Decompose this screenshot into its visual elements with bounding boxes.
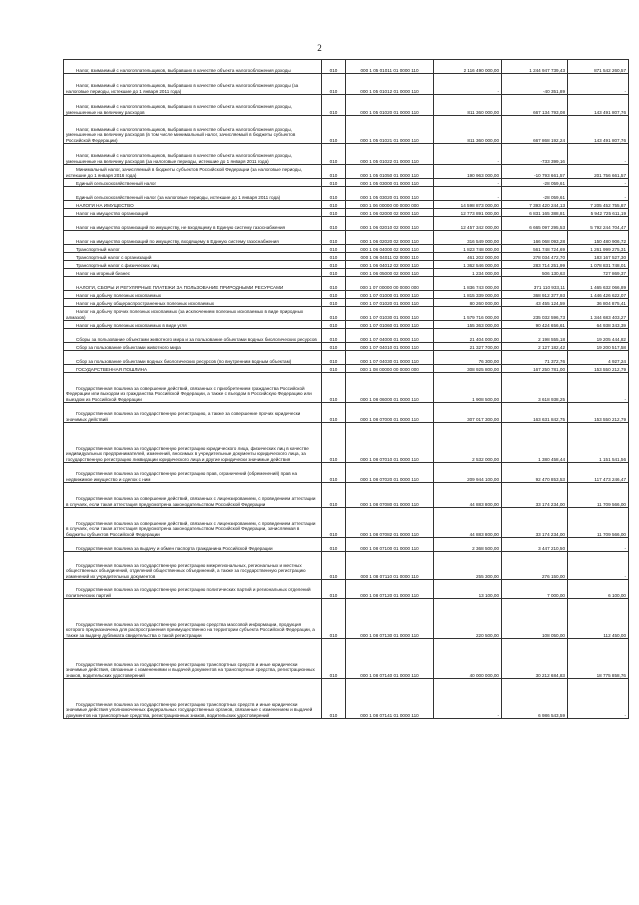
row-executed: 30 212 684,83 [502, 639, 568, 679]
row-executed: 7 000,00 [502, 580, 568, 599]
row-line-code: 010 [322, 187, 346, 201]
row-name: Государственная пошлина за государственную регистрацию прав, ограничений (обременений) прав на недвижимое имущество и сделок с ним [64, 463, 322, 483]
row-approved: 1 908 500,00 [434, 373, 502, 403]
row-unexecuted: - [568, 74, 629, 95]
row-budget-code: 000 1 05 01050 01 0000 110 [346, 165, 434, 179]
row-approved: - [434, 187, 502, 201]
row-executed: 166 068 093,28 [502, 231, 568, 245]
row-name: Государственная пошлина за совершение действий, связанных с лицензированием, с проведением аттестации в случаях, если такая аттестация предусмотрена законодательством Российской Федерации, зачисляемая в бюджеты субъектов Российской Федерации [64, 508, 322, 538]
row-line-code: 010 [322, 483, 346, 508]
row-budget-code: 000 1 06 02000 02 0000 110 [346, 209, 434, 217]
row-name: Налог, взимаемый с налогоплательщиков, выбравших в качестве объекта налогообложения доходы, уменьшенные на величину расходов (в том числе минимальный налог, зачисляемый в бюджеты субъектов Российской Федерации) [64, 116, 322, 144]
row-line-code: 010 [322, 253, 346, 261]
row-approved: 44 883 800,00 [434, 508, 502, 538]
row-unexecuted: - [568, 538, 629, 552]
row-name: Сборы за пользование объектами животного мира и за пользование объектами водных биологических ресурсов [64, 329, 322, 343]
table-row [64, 538, 629, 552]
row-unexecuted: 1 465 632 066,89 [568, 277, 629, 291]
row-executed: 561 748 724,69 [502, 245, 568, 253]
table-row [64, 552, 629, 580]
row-budget-code: 000 1 08 00000 00 0000 000 [346, 365, 434, 373]
row-executed: 667 134 793,08 [502, 95, 568, 116]
row-approved: 21 404 000,00 [434, 329, 502, 343]
table-row [64, 245, 629, 253]
table-row [64, 373, 629, 403]
row-approved: 12 773 891 000,00 [434, 209, 502, 217]
row-unexecuted: 5 792 244 704,47 [568, 217, 629, 231]
row-executed: 1 380 458,44 [502, 423, 568, 463]
row-executed: -733 399,16 [502, 144, 568, 165]
row-unexecuted: - [568, 187, 629, 201]
row-executed: -40 351,89 [502, 74, 568, 95]
row-approved: 21 327 700,00 [434, 343, 502, 351]
row-approved: - [434, 144, 502, 165]
row-name: Транспортный налог с организаций [64, 253, 322, 261]
table-row [64, 463, 629, 483]
row-line-code: 010 [322, 209, 346, 217]
row-budget-code: 000 1 05 01022 01 0000 110 [346, 144, 434, 165]
table-row [64, 209, 629, 217]
row-budget-code: 000 1 05 03000 01 0000 110 [346, 179, 434, 187]
row-approved: 461 202 000,00 [434, 253, 502, 261]
row-approved: 12 457 342 000,00 [434, 217, 502, 231]
row-unexecuted: 112 450,00 [568, 599, 629, 639]
row-name: НАЛОГИ НА ИМУЩЕСТВО [64, 201, 322, 209]
row-budget-code: 000 1 07 01020 01 0000 110 [346, 299, 434, 307]
row-executed: 71 372,76 [502, 351, 568, 365]
row-budget-code: 000 1 08 07110 01 0000 110 [346, 552, 434, 580]
row-approved: - [434, 179, 502, 187]
row-approved: 255 300,00 [434, 552, 502, 580]
row-unexecuted: 201 756 661,57 [568, 165, 629, 179]
row-approved: 2 368 500,00 [434, 538, 502, 552]
row-name: Налог на добычу прочих полезных ископаемых (за исключением полезных ископаемых в виде природных алмазов) [64, 307, 322, 321]
table-row [64, 60, 629, 74]
row-executed: 33 174 234,00 [502, 483, 568, 508]
row-name: Налог, взимаемый с налогоплательщиков, выбравших в качестве объекта налогообложения доходы, уменьшенные на величину расходов [64, 95, 322, 116]
row-name: Налог, взимаемый с налогоплательщиков, выбравших в качестве объекта налогообложения доходы (за налоговые периоды, истекшие до 1 января 2011 года) [64, 74, 322, 95]
row-approved: 1 362 546 000,00 [434, 261, 502, 269]
row-unexecuted: 19 200 517,58 [568, 343, 629, 351]
row-executed: 167 250 781,00 [502, 365, 568, 373]
row-name: Государственная пошлина за государственную регистрацию средства массовой информации, продукция которого предназначена для распространения преимущественно на территории субъекта Российской Федерации, а также за выдачу дубликата свидетельства о такой регистрации [64, 599, 322, 639]
row-unexecuted: 6 100,00 [568, 580, 629, 599]
row-unexecuted: - [568, 144, 629, 165]
row-line-code: 010 [322, 277, 346, 291]
row-name: Государственная пошлина за государственную регистрацию политических партий и региональных отделений политических партий [64, 580, 322, 599]
table-row [64, 116, 629, 144]
table-row [64, 277, 629, 291]
row-executed: 667 868 192,24 [502, 116, 568, 144]
row-executed: 108 050,00 [502, 599, 568, 639]
row-line-code: 010 [322, 245, 346, 253]
row-budget-code: 000 1 08 07080 01 0000 110 [346, 483, 434, 508]
revenue-table [63, 59, 629, 719]
row-approved: 76 300,00 [434, 351, 502, 365]
table-row [64, 639, 629, 679]
table-row [64, 261, 629, 269]
row-executed: 43 455 124,59 [502, 299, 568, 307]
row-budget-code: 000 1 06 02010 02 0000 110 [346, 217, 434, 231]
row-name: Налог на добычу полезных ископаемых [64, 291, 322, 299]
row-unexecuted: 1 151 541,56 [568, 423, 629, 463]
row-line-code: 010 [322, 508, 346, 538]
row-executed: 368 912 377,93 [502, 291, 568, 299]
row-line-code: 010 [322, 179, 346, 187]
row-approved: 811 360 000,00 [434, 116, 502, 144]
row-name: Налог на добычу полезных ископаемых в виде угля [64, 321, 322, 329]
row-line-code: 010 [322, 463, 346, 483]
row-name: Транспортный налог [64, 245, 322, 253]
row-executed: 163 631 842,75 [502, 403, 568, 423]
row-line-code: 010 [322, 599, 346, 639]
row-approved: 2 116 490 000,00 [434, 60, 502, 74]
row-name: Транспортный налог с физических лиц [64, 261, 322, 269]
table-row [64, 231, 629, 245]
row-unexecuted: 5 942 725 611,19 [568, 209, 629, 217]
row-budget-code: 000 1 06 00000 00 0000 000 [346, 201, 434, 209]
row-name: Государственная пошлина за государственную регистрацию транспортных средств и иные юридически значимые действия, связанные с изменениями и выдачей документов на транспортные средства, регистрационных знаков, водительских удостоверений [64, 639, 322, 679]
row-name: Налог на добычу общераспространенных полезных ископаемых [64, 299, 322, 307]
row-name: Сбор за пользование объектами животного мира [64, 343, 322, 351]
table-row [64, 508, 629, 538]
table-row [64, 329, 629, 343]
row-approved: 80 260 000,00 [434, 299, 502, 307]
table-row [64, 269, 629, 277]
row-budget-code: 000 1 08 07010 01 0000 110 [346, 423, 434, 463]
table-row [64, 483, 629, 508]
row-approved: 1 836 743 000,00 [434, 277, 502, 291]
row-approved: 1 234 000,00 [434, 269, 502, 277]
row-budget-code: 000 1 07 04000 01 0000 110 [346, 329, 434, 343]
row-line-code: 010 [322, 95, 346, 116]
row-executed: 1 244 947 739,43 [502, 60, 568, 74]
row-unexecuted: 150 480 906,72 [568, 231, 629, 245]
row-unexecuted: 1 261 999 275,31 [568, 245, 629, 253]
row-approved: 209 944 100,00 [434, 463, 502, 483]
row-approved: 308 925 800,00 [434, 365, 502, 373]
row-line-code: 010 [322, 74, 346, 95]
row-approved: 811 360 000,00 [434, 95, 502, 116]
row-budget-code: 000 1 08 07120 01 0000 110 [346, 580, 434, 599]
row-budget-code: 000 1 07 01060 01 0000 110 [346, 321, 434, 329]
row-line-code: 010 [322, 165, 346, 179]
row-unexecuted: 143 491 807,76 [568, 95, 629, 116]
row-unexecuted: 1 344 683 403,27 [568, 307, 629, 321]
row-name: Налог на имущество организаций по имуществу, входящему в Единую систему газоснабжения [64, 231, 322, 245]
row-approved: 13 100,00 [434, 580, 502, 599]
row-executed: 371 110 933,11 [502, 277, 568, 291]
row-line-code: 010 [322, 231, 346, 245]
table-row [64, 95, 629, 116]
row-line-code: 010 [322, 291, 346, 299]
row-unexecuted: 4 927,24 [568, 351, 629, 365]
table-row [64, 299, 629, 307]
row-executed: 235 032 596,73 [502, 307, 568, 321]
table-body [64, 60, 629, 719]
table-row [64, 580, 629, 599]
row-line-code: 010 [322, 552, 346, 580]
row-name: Минимальный налог, зачисляемый в бюджеты субъектов Российской Федерации (за налоговые периоды, истекшие до 1 января 2016 года) [64, 165, 322, 179]
table-row [64, 74, 629, 95]
row-executed: -10 793 661,57 [502, 165, 568, 179]
row-approved: - [434, 74, 502, 95]
row-unexecuted: 153 550 212,79 [568, 365, 629, 373]
row-budget-code: 000 1 05 01012 01 0000 110 [346, 74, 434, 95]
row-line-code: 010 [322, 639, 346, 679]
row-name: Государственная пошлина за выдачу и обмен паспорта гражданина Российской Федерации [64, 538, 322, 552]
table-row [64, 321, 629, 329]
row-name: Государственная пошлина за государственную регистрацию юридического лица, физических лиц в качестве индивидуальных предпринимателей, изменений, вносимых в учредительные документы юридического лица, за государственную регистрацию ликвидации юридического лица и другие юридически значимые действия [64, 423, 322, 463]
row-line-code: 010 [322, 365, 346, 373]
table-row [64, 253, 629, 261]
row-name: Налог, взимаемый с налогоплательщиков, выбравших в качестве объекта налогообложения доходы [64, 60, 322, 74]
row-budget-code: 000 1 08 07020 01 0000 110 [346, 463, 434, 483]
row-unexecuted: 1 078 831 748,01 [568, 261, 629, 269]
row-budget-code: 000 1 05 01021 01 0000 110 [346, 116, 434, 144]
row-approved: 2 532 000,00 [434, 423, 502, 463]
row-budget-code: 000 1 07 01000 01 0000 110 [346, 291, 434, 299]
row-budget-code: 000 1 06 04011 02 0000 110 [346, 253, 434, 261]
row-executed: -28 059,61 [502, 187, 568, 201]
row-budget-code: 000 1 07 00000 00 0000 000 [346, 277, 434, 291]
row-approved: 14 598 873 000,00 [434, 201, 502, 209]
table-row [64, 179, 629, 187]
row-executed: 90 424 656,61 [502, 321, 568, 329]
row-executed: 33 174 234,00 [502, 508, 568, 538]
row-name: Налог на игорный бизнес [64, 269, 322, 277]
row-budget-code: 000 1 05 01011 01 0000 110 [346, 60, 434, 74]
row-unexecuted: - [568, 552, 629, 580]
row-name: Государственная пошлина за государственную регистрацию транспортных средств и иные юридически значимые действия уполномоченных федеральных государственных органов, связанные с изменением и выдачей документов на транспортные средства, регистрационных знаков, водительских удостоверений [64, 679, 322, 719]
row-line-code: 010 [322, 351, 346, 365]
row-executed: 6 665 097 295,53 [502, 217, 568, 231]
table-row [64, 351, 629, 365]
row-unexecuted: 143 491 807,76 [568, 116, 629, 144]
row-unexecuted: 36 804 875,41 [568, 299, 629, 307]
row-line-code: 010 [322, 299, 346, 307]
row-executed: 276 150,00 [502, 552, 568, 580]
page-number: 2 [317, 43, 322, 53]
table-row [64, 679, 629, 719]
row-unexecuted: 18 775 858,76 [568, 639, 629, 679]
table-row [64, 307, 629, 321]
row-budget-code: 000 1 08 06000 01 0000 110 [346, 373, 434, 403]
row-line-code: 010 [322, 373, 346, 403]
row-line-code: 010 [322, 201, 346, 209]
row-unexecuted: 871 542 260,57 [568, 60, 629, 74]
row-name: Единый сельскохозяйственный налог (за налоговые периоды, истекшие до 1 января 2011 года) [64, 187, 322, 201]
row-budget-code: 000 1 08 07140 01 0000 110 [346, 639, 434, 679]
row-executed: 3 447 210,50 [502, 538, 568, 552]
row-executed: 6 986 543,59 [502, 679, 568, 719]
table-row [64, 217, 629, 231]
row-name: Сбор за пользование объектами водных биологических ресурсов (по внутренним водным объектам) [64, 351, 322, 365]
table-row [64, 423, 629, 463]
row-name: Единый сельскохозяйственный налог [64, 179, 322, 187]
row-name: Налог на имущество организаций [64, 209, 322, 217]
row-executed: 3 618 938,25 [502, 373, 568, 403]
table-row [64, 365, 629, 373]
row-unexecuted: 727 869,37 [568, 269, 629, 277]
row-unexecuted: 117 473 246,47 [568, 463, 629, 483]
row-line-code: 010 [322, 60, 346, 74]
table-row [64, 144, 629, 165]
row-budget-code: 000 1 07 04030 01 0000 110 [346, 351, 434, 365]
row-budget-code: 000 1 07 04010 01 0000 110 [346, 343, 434, 351]
row-approved: 307 017 300,00 [434, 403, 502, 423]
row-executed: 7 393 420 244,13 [502, 201, 568, 209]
row-unexecuted: - [568, 679, 629, 719]
row-unexecuted: 11 709 566,00 [568, 483, 629, 508]
row-line-code: 010 [322, 269, 346, 277]
row-budget-code: 000 1 05 01020 01 0000 110 [346, 95, 434, 116]
row-line-code: 010 [322, 679, 346, 719]
row-name: НАЛОГИ, СБОРЫ И РЕГУЛЯРНЫЕ ПЛАТЕЖИ ЗА ПОЛЬЗОВАНИЕ ПРИРОДНЫМИ РЕСУРСАМИ [64, 277, 322, 291]
row-unexecuted: 7 205 452 755,87 [568, 201, 629, 209]
row-budget-code: 000 1 08 07082 01 0000 110 [346, 508, 434, 538]
table-row [64, 343, 629, 351]
table-row [64, 165, 629, 179]
row-approved: 40 000 000,00 [434, 639, 502, 679]
row-approved: 316 549 000,00 [434, 231, 502, 245]
row-line-code: 010 [322, 321, 346, 329]
row-executed: 283 714 251,99 [502, 261, 568, 269]
row-line-code: 010 [322, 538, 346, 552]
row-budget-code: 000 1 06 02020 02 0000 110 [346, 231, 434, 245]
row-line-code: 010 [322, 329, 346, 343]
row-executed: 92 470 853,53 [502, 463, 568, 483]
row-line-code: 010 [322, 116, 346, 144]
row-budget-code: 000 1 07 01030 01 0000 110 [346, 307, 434, 321]
table-row [64, 403, 629, 423]
table-row [64, 291, 629, 299]
row-budget-code: 000 1 08 07130 01 0000 110 [346, 599, 434, 639]
row-budget-code: 000 1 08 07100 01 0000 110 [346, 538, 434, 552]
table-row [64, 599, 629, 639]
row-budget-code: 000 1 08 07000 01 0000 110 [346, 403, 434, 423]
row-unexecuted: 153 550 212,79 [568, 403, 629, 423]
row-budget-code: 000 1 06 04012 02 0000 110 [346, 261, 434, 269]
row-executed: 506 130,63 [502, 269, 568, 277]
row-approved: 1 815 339 000,00 [434, 291, 502, 299]
row-executed: 2 127 182,42 [502, 343, 568, 351]
row-unexecuted: 19 205 444,82 [568, 329, 629, 343]
row-name: ГОСУДАРСТВЕННАЯ ПОШЛИНА [64, 365, 322, 373]
row-name: Государственная пошлина за государственную регистрацию межрегиональных, региональных и местных общественных объединений, отделений общественных объединений, а также за государственную регистрацию изменений их учредительных документов [64, 552, 322, 580]
row-approved: 44 883 800,00 [434, 483, 502, 508]
row-approved: 1 823 748 000,00 [434, 245, 502, 253]
row-executed: 278 034 472,70 [502, 253, 568, 261]
row-unexecuted: 64 938 343,39 [568, 321, 629, 329]
row-budget-code: 000 1 08 07141 01 0000 110 [346, 679, 434, 719]
row-name: Государственная пошлина за совершение действий, связанных с приобретением гражданства Российской Федерации или выходом из гражданства Российской Федерации, а также с въездом в Российскую Федерацию или выездом из Российской Федерации [64, 373, 322, 403]
row-line-code: 010 [322, 217, 346, 231]
row-name: Налог, взимаемый с налогоплательщиков, выбравших в качестве объекта налогообложения доходы, уменьшенные на величину расходов (за налоговые периоды, истекшие до 1 января 2011 года) [64, 144, 322, 165]
row-name: Налог на имущество организаций по имуществу, не входящему в Единую систему газоснабжения [64, 217, 322, 231]
row-unexecuted: 1 446 426 622,07 [568, 291, 629, 299]
row-approved: 1 579 716 000,00 [434, 307, 502, 321]
row-executed: -28 059,61 [502, 179, 568, 187]
row-executed: 6 831 165 388,81 [502, 209, 568, 217]
row-budget-code: 000 1 05 03020 01 0000 110 [346, 187, 434, 201]
row-line-code: 010 [322, 144, 346, 165]
table-row [64, 187, 629, 201]
row-line-code: 010 [322, 423, 346, 463]
row-unexecuted: - [568, 373, 629, 403]
row-line-code: 010 [322, 343, 346, 351]
row-name: Государственная пошлина за совершение действий, связанных с лицензированием, с проведением аттестации в случаях, если такая аттестация предусмотрена законодательством Российской Федерации [64, 483, 322, 508]
row-line-code: 010 [322, 261, 346, 269]
row-line-code: 010 [322, 403, 346, 423]
row-executed: 2 198 555,18 [502, 329, 568, 343]
row-approved: - [434, 679, 502, 719]
table-row [64, 201, 629, 209]
row-unexecuted: 183 167 527,30 [568, 253, 629, 261]
row-line-code: 010 [322, 580, 346, 599]
row-approved: 155 363 000,00 [434, 321, 502, 329]
row-line-code: 010 [322, 307, 346, 321]
row-name: Государственная пошлина за государственную регистрацию, а также за совершение прочих юридически значимых действий [64, 403, 322, 423]
row-approved: 190 963 000,00 [434, 165, 502, 179]
row-unexecuted: - [568, 179, 629, 187]
row-budget-code: 000 1 06 05000 02 0000 110 [346, 269, 434, 277]
row-budget-code: 000 1 06 04000 02 0000 110 [346, 245, 434, 253]
row-unexecuted: 11 709 566,00 [568, 508, 629, 538]
row-approved: 220 500,00 [434, 599, 502, 639]
